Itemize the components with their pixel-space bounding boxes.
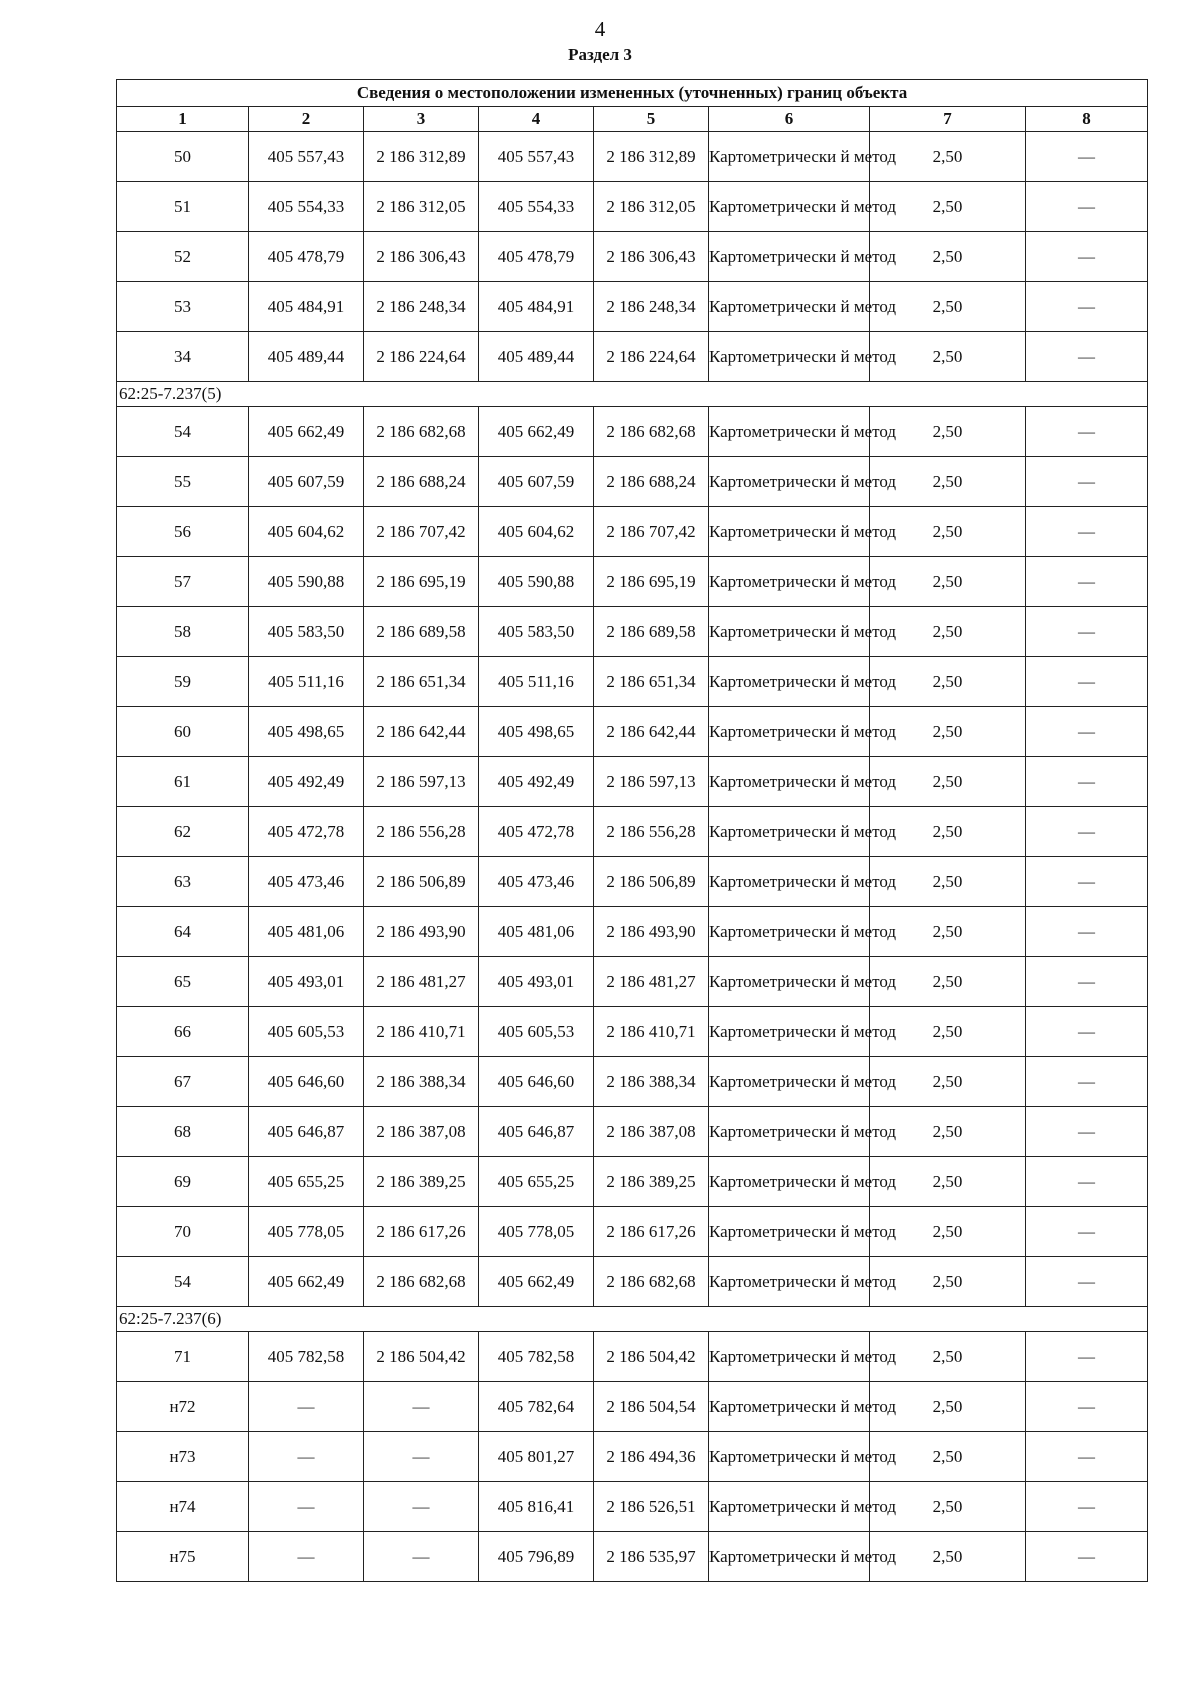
cell-col-3: — bbox=[364, 1482, 479, 1532]
cell-col-8: — bbox=[1026, 557, 1148, 607]
cell-col-2: 405 478,79 bbox=[249, 232, 364, 282]
group-label: 62:25-7.237(5) bbox=[117, 382, 1148, 407]
cell-col-4: 405 473,46 bbox=[479, 857, 594, 907]
column-header: 6 bbox=[709, 107, 870, 132]
table-row bbox=[117, 957, 1148, 1007]
cell-col-4: 405 493,01 bbox=[479, 957, 594, 1007]
table-row bbox=[117, 1007, 1148, 1057]
cell-col-1: н74 bbox=[117, 1482, 249, 1532]
cell-col-4: 405 492,49 bbox=[479, 757, 594, 807]
cell-col-1: 50 bbox=[117, 132, 249, 182]
table-row bbox=[117, 707, 1148, 757]
cell-col-4: 405 481,06 bbox=[479, 907, 594, 957]
cell-col-4: 405 478,79 bbox=[479, 232, 594, 282]
cell-col-2: 405 605,53 bbox=[249, 1007, 364, 1057]
table-row bbox=[117, 1107, 1148, 1157]
cell-col-8: — bbox=[1026, 332, 1148, 382]
cell-col-8: — bbox=[1026, 232, 1148, 282]
cell-col-8: — bbox=[1026, 657, 1148, 707]
cell-col-2: — bbox=[249, 1532, 364, 1582]
cell-col-7: 2,50 bbox=[870, 957, 1026, 1007]
cell-col-4: 405 607,59 bbox=[479, 457, 594, 507]
table-row bbox=[117, 1532, 1148, 1582]
cell-col-5: 2 186 504,42 bbox=[594, 1332, 709, 1382]
cell-col-7: 2,50 bbox=[870, 657, 1026, 707]
cell-col-8: — bbox=[1026, 457, 1148, 507]
cell-col-3: — bbox=[364, 1532, 479, 1582]
cell-col-7: 2,50 bbox=[870, 1157, 1026, 1207]
cell-col-2: 405 604,62 bbox=[249, 507, 364, 557]
cell-col-5: 2 186 707,42 bbox=[594, 507, 709, 557]
cell-col-3: 2 186 642,44 bbox=[364, 707, 479, 757]
cell-col-7: 2,50 bbox=[870, 757, 1026, 807]
cell-col-4: 405 662,49 bbox=[479, 1257, 594, 1307]
column-header: 8 bbox=[1026, 107, 1148, 132]
column-header: 3 bbox=[364, 107, 479, 132]
cell-col-7: 2,50 bbox=[870, 857, 1026, 907]
cell-col-7: 2,50 bbox=[870, 1257, 1026, 1307]
cell-col-3: 2 186 306,43 bbox=[364, 232, 479, 282]
cell-col-2: 405 583,50 bbox=[249, 607, 364, 657]
group-label: 62:25-7.237(6) bbox=[117, 1307, 1148, 1332]
cell-col-6: Картометрически й метод bbox=[709, 182, 870, 232]
cell-col-8: — bbox=[1026, 1157, 1148, 1207]
cell-col-5: 2 186 306,43 bbox=[594, 232, 709, 282]
cell-col-6: Картометрически й метод bbox=[709, 232, 870, 282]
cell-col-2: 405 472,78 bbox=[249, 807, 364, 857]
cell-col-5: 2 186 556,28 bbox=[594, 807, 709, 857]
cell-col-2: 405 554,33 bbox=[249, 182, 364, 232]
cell-col-6: Картометрически й метод bbox=[709, 1332, 870, 1382]
group-row bbox=[117, 1307, 1148, 1332]
table-row bbox=[117, 1207, 1148, 1257]
table-row bbox=[117, 457, 1148, 507]
cell-col-6: Картометрически й метод bbox=[709, 657, 870, 707]
cell-col-1: 67 bbox=[117, 1057, 249, 1107]
cell-col-8: — bbox=[1026, 1207, 1148, 1257]
cell-col-8: — bbox=[1026, 1257, 1148, 1307]
cell-col-6: Картометрически й метод bbox=[709, 1532, 870, 1582]
cell-col-6: Картометрически й метод bbox=[709, 807, 870, 857]
cell-col-8: — bbox=[1026, 757, 1148, 807]
cell-col-5: 2 186 617,26 bbox=[594, 1207, 709, 1257]
cell-col-1: 63 bbox=[117, 857, 249, 907]
cell-col-2: 405 498,65 bbox=[249, 707, 364, 757]
cell-col-5: 2 186 642,44 bbox=[594, 707, 709, 757]
cell-col-5: 2 186 535,97 bbox=[594, 1532, 709, 1582]
table-row bbox=[117, 857, 1148, 907]
cell-col-4: 405 646,60 bbox=[479, 1057, 594, 1107]
cell-col-7: 2,50 bbox=[870, 707, 1026, 757]
cell-col-7: 2,50 bbox=[870, 457, 1026, 507]
cell-col-1: 60 bbox=[117, 707, 249, 757]
cell-col-4: 405 782,58 bbox=[479, 1332, 594, 1382]
cell-col-3: 2 186 707,42 bbox=[364, 507, 479, 557]
cell-col-3: 2 186 695,19 bbox=[364, 557, 479, 607]
cell-col-1: 68 bbox=[117, 1107, 249, 1157]
cell-col-1: 52 bbox=[117, 232, 249, 282]
cell-col-5: 2 186 224,64 bbox=[594, 332, 709, 382]
cell-col-7: 2,50 bbox=[870, 607, 1026, 657]
cell-col-6: Картометрически й метод bbox=[709, 507, 870, 557]
cell-col-1: 58 bbox=[117, 607, 249, 657]
cell-col-6: Картометрически й метод bbox=[709, 1107, 870, 1157]
cell-col-2: 405 489,44 bbox=[249, 332, 364, 382]
cell-col-4: 405 554,33 bbox=[479, 182, 594, 232]
cell-col-1: н73 bbox=[117, 1432, 249, 1482]
cell-col-4: 405 590,88 bbox=[479, 557, 594, 607]
cell-col-3: 2 186 312,89 bbox=[364, 132, 479, 182]
cell-col-5: 2 186 481,27 bbox=[594, 957, 709, 1007]
cell-col-8: — bbox=[1026, 132, 1148, 182]
cell-col-6: Картометрически й метод bbox=[709, 1207, 870, 1257]
cell-col-3: 2 186 493,90 bbox=[364, 907, 479, 957]
cell-col-1: 54 bbox=[117, 1257, 249, 1307]
cell-col-8: — bbox=[1026, 407, 1148, 457]
table-row bbox=[117, 1482, 1148, 1532]
cell-col-3: 2 186 682,68 bbox=[364, 407, 479, 457]
cell-col-7: 2,50 bbox=[870, 907, 1026, 957]
cell-col-2: 405 493,01 bbox=[249, 957, 364, 1007]
cell-col-2: 405 557,43 bbox=[249, 132, 364, 182]
table-row bbox=[117, 1332, 1148, 1382]
cell-col-7: 2,50 bbox=[870, 507, 1026, 557]
cell-col-8: — bbox=[1026, 1332, 1148, 1382]
cell-col-3: 2 186 689,58 bbox=[364, 607, 479, 657]
cell-col-1: 53 bbox=[117, 282, 249, 332]
cell-col-3: 2 186 651,34 bbox=[364, 657, 479, 707]
cell-col-1: 66 bbox=[117, 1007, 249, 1057]
cell-col-1: 69 bbox=[117, 1157, 249, 1207]
cell-col-3: 2 186 387,08 bbox=[364, 1107, 479, 1157]
page-number: 4 bbox=[594, 17, 606, 41]
cell-col-4: 405 489,44 bbox=[479, 332, 594, 382]
cell-col-5: 2 186 387,08 bbox=[594, 1107, 709, 1157]
table-row bbox=[117, 1257, 1148, 1307]
cell-col-4: 405 511,16 bbox=[479, 657, 594, 707]
cell-col-2: 405 473,46 bbox=[249, 857, 364, 907]
cell-col-6: Картометрически й метод bbox=[709, 607, 870, 657]
cell-col-8: — bbox=[1026, 1107, 1148, 1157]
cell-col-5: 2 186 312,05 bbox=[594, 182, 709, 232]
group-row bbox=[117, 382, 1148, 407]
cell-col-6: Картометрически й метод bbox=[709, 332, 870, 382]
cell-col-7: 2,50 bbox=[870, 407, 1026, 457]
cell-col-6: Картометрически й метод bbox=[709, 1257, 870, 1307]
cell-col-6: Картометрически й метод bbox=[709, 1432, 870, 1482]
cell-col-3: 2 186 410,71 bbox=[364, 1007, 479, 1057]
cell-col-8: — bbox=[1026, 707, 1148, 757]
cell-col-7: 2,50 bbox=[870, 1482, 1026, 1532]
cell-col-3: — bbox=[364, 1432, 479, 1482]
cell-col-2: 405 484,91 bbox=[249, 282, 364, 332]
cell-col-2: 405 778,05 bbox=[249, 1207, 364, 1257]
cell-col-1: 51 bbox=[117, 182, 249, 232]
cell-col-4: 405 796,89 bbox=[479, 1532, 594, 1582]
cell-col-5: 2 186 493,90 bbox=[594, 907, 709, 957]
table-row bbox=[117, 232, 1148, 282]
cell-col-2: — bbox=[249, 1432, 364, 1482]
cell-col-2: 405 646,87 bbox=[249, 1107, 364, 1157]
cell-col-8: — bbox=[1026, 957, 1148, 1007]
table-row bbox=[117, 132, 1148, 182]
cell-col-5: 2 186 682,68 bbox=[594, 407, 709, 457]
cell-col-8: — bbox=[1026, 607, 1148, 657]
cell-col-5: 2 186 689,58 bbox=[594, 607, 709, 657]
cell-col-1: 64 bbox=[117, 907, 249, 957]
cell-col-5: 2 186 312,89 bbox=[594, 132, 709, 182]
table-row bbox=[117, 332, 1148, 382]
table-row bbox=[117, 657, 1148, 707]
cell-col-2: 405 590,88 bbox=[249, 557, 364, 607]
cell-col-2: 405 646,60 bbox=[249, 1057, 364, 1107]
cell-col-6: Картометрически й метод bbox=[709, 1157, 870, 1207]
cell-col-2: 405 655,25 bbox=[249, 1157, 364, 1207]
table-row bbox=[117, 807, 1148, 857]
cell-col-6: Картометрически й метод bbox=[709, 1007, 870, 1057]
cell-col-7: 2,50 bbox=[870, 232, 1026, 282]
cell-col-8: — bbox=[1026, 1382, 1148, 1432]
cell-col-2: — bbox=[249, 1482, 364, 1532]
cell-col-7: 2,50 bbox=[870, 1207, 1026, 1257]
cell-col-4: 405 498,65 bbox=[479, 707, 594, 757]
cell-col-8: — bbox=[1026, 1057, 1148, 1107]
cell-col-1: 71 bbox=[117, 1332, 249, 1382]
cell-col-6: Картометрически й метод bbox=[709, 1382, 870, 1432]
cell-col-1: н75 bbox=[117, 1532, 249, 1582]
cell-col-2: 405 492,49 bbox=[249, 757, 364, 807]
cell-col-4: 405 662,49 bbox=[479, 407, 594, 457]
column-header: 4 bbox=[479, 107, 594, 132]
cell-col-1: 70 bbox=[117, 1207, 249, 1257]
cell-col-3: 2 186 481,27 bbox=[364, 957, 479, 1007]
cell-col-3: 2 186 388,34 bbox=[364, 1057, 479, 1107]
table-row bbox=[117, 907, 1148, 957]
cell-col-3: 2 186 682,68 bbox=[364, 1257, 479, 1307]
cell-col-3: 2 186 312,05 bbox=[364, 182, 479, 232]
table-body bbox=[117, 132, 1148, 1582]
cell-col-3: 2 186 389,25 bbox=[364, 1157, 479, 1207]
cell-col-5: 2 186 695,19 bbox=[594, 557, 709, 607]
cell-col-5: 2 186 688,24 bbox=[594, 457, 709, 507]
cell-col-6: Картометрически й метод bbox=[709, 1057, 870, 1107]
cell-col-3: 2 186 224,64 bbox=[364, 332, 479, 382]
cell-col-5: 2 186 494,36 bbox=[594, 1432, 709, 1482]
cell-col-3: 2 186 556,28 bbox=[364, 807, 479, 857]
cell-col-1: 59 bbox=[117, 657, 249, 707]
table-row bbox=[117, 282, 1148, 332]
cell-col-5: 2 186 410,71 bbox=[594, 1007, 709, 1057]
cell-col-8: — bbox=[1026, 1007, 1148, 1057]
cell-col-7: 2,50 bbox=[870, 1057, 1026, 1107]
cell-col-1: 57 bbox=[117, 557, 249, 607]
cell-col-7: 2,50 bbox=[870, 132, 1026, 182]
cell-col-6: Картометрически й метод bbox=[709, 907, 870, 957]
cell-col-4: 405 472,78 bbox=[479, 807, 594, 857]
cell-col-3: 2 186 617,26 bbox=[364, 1207, 479, 1257]
cell-col-6: Картометрически й метод bbox=[709, 757, 870, 807]
cell-col-2: 405 782,58 bbox=[249, 1332, 364, 1382]
section-title: Раздел 3 bbox=[568, 45, 632, 64]
cell-col-4: 405 484,91 bbox=[479, 282, 594, 332]
cell-col-4: 405 782,64 bbox=[479, 1382, 594, 1432]
table-row bbox=[117, 182, 1148, 232]
cell-col-2: 405 511,16 bbox=[249, 657, 364, 707]
cell-col-6: Картометрически й метод bbox=[709, 857, 870, 907]
cell-col-4: 405 557,43 bbox=[479, 132, 594, 182]
cell-col-2: — bbox=[249, 1382, 364, 1432]
cell-col-1: 61 bbox=[117, 757, 249, 807]
cell-col-7: 2,50 bbox=[870, 1007, 1026, 1057]
cell-col-1: 54 bbox=[117, 407, 249, 457]
cell-col-6: Картометрически й метод bbox=[709, 457, 870, 507]
cell-col-4: 405 605,53 bbox=[479, 1007, 594, 1057]
table-row bbox=[117, 557, 1148, 607]
cell-col-7: 2,50 bbox=[870, 182, 1026, 232]
table-row bbox=[117, 1157, 1148, 1207]
column-header: 2 bbox=[249, 107, 364, 132]
cell-col-6: Картометрически й метод bbox=[709, 957, 870, 1007]
cell-col-7: 2,50 bbox=[870, 1107, 1026, 1157]
cell-col-6: Картометрически й метод bbox=[709, 132, 870, 182]
cell-col-4: 405 816,41 bbox=[479, 1482, 594, 1532]
cell-col-4: 405 801,27 bbox=[479, 1432, 594, 1482]
boundary-coordinates-table bbox=[116, 79, 1148, 1582]
cell-col-6: Картометрически й метод bbox=[709, 282, 870, 332]
cell-col-6: Картометрически й метод bbox=[709, 407, 870, 457]
cell-col-5: 2 186 597,13 bbox=[594, 757, 709, 807]
cell-col-7: 2,50 bbox=[870, 557, 1026, 607]
table-row bbox=[117, 607, 1148, 657]
cell-col-5: 2 186 506,89 bbox=[594, 857, 709, 907]
cell-col-7: 2,50 bbox=[870, 1382, 1026, 1432]
column-header-row bbox=[117, 107, 1148, 132]
cell-col-7: 2,50 bbox=[870, 1332, 1026, 1382]
cell-col-7: 2,50 bbox=[870, 1432, 1026, 1482]
cell-col-2: 405 662,49 bbox=[249, 1257, 364, 1307]
cell-col-3: — bbox=[364, 1382, 479, 1432]
cell-col-4: 405 778,05 bbox=[479, 1207, 594, 1257]
column-header: 7 bbox=[870, 107, 1026, 132]
cell-col-5: 2 186 651,34 bbox=[594, 657, 709, 707]
table-caption: Сведения о местоположении измененных (уточненных) границ объекта bbox=[117, 80, 1148, 107]
cell-col-8: — bbox=[1026, 857, 1148, 907]
cell-col-8: — bbox=[1026, 1532, 1148, 1582]
cell-col-2: 405 662,49 bbox=[249, 407, 364, 457]
table-row bbox=[117, 407, 1148, 457]
cell-col-3: 2 186 504,42 bbox=[364, 1332, 479, 1382]
cell-col-1: 55 bbox=[117, 457, 249, 507]
cell-col-1: 56 bbox=[117, 507, 249, 557]
table-row bbox=[117, 757, 1148, 807]
cell-col-2: 405 607,59 bbox=[249, 457, 364, 507]
cell-col-5: 2 186 682,68 bbox=[594, 1257, 709, 1307]
cell-col-7: 2,50 bbox=[870, 282, 1026, 332]
cell-col-1: н72 bbox=[117, 1382, 249, 1432]
table-row bbox=[117, 1382, 1148, 1432]
table-row bbox=[117, 507, 1148, 557]
column-header: 1 bbox=[117, 107, 249, 132]
column-header: 5 bbox=[594, 107, 709, 132]
cell-col-7: 2,50 bbox=[870, 807, 1026, 857]
cell-col-4: 405 655,25 bbox=[479, 1157, 594, 1207]
cell-col-8: — bbox=[1026, 807, 1148, 857]
cell-col-6: Картометрически й метод bbox=[709, 1482, 870, 1532]
cell-col-8: — bbox=[1026, 282, 1148, 332]
cell-col-8: — bbox=[1026, 507, 1148, 557]
table-row bbox=[117, 1432, 1148, 1482]
cell-col-3: 2 186 506,89 bbox=[364, 857, 479, 907]
cell-col-5: 2 186 504,54 bbox=[594, 1382, 709, 1432]
cell-col-8: — bbox=[1026, 907, 1148, 957]
cell-col-4: 405 646,87 bbox=[479, 1107, 594, 1157]
cell-col-8: — bbox=[1026, 1432, 1148, 1482]
cell-col-6: Картометрически й метод bbox=[709, 557, 870, 607]
cell-col-3: 2 186 597,13 bbox=[364, 757, 479, 807]
table-caption-row bbox=[117, 80, 1148, 107]
cell-col-5: 2 186 389,25 bbox=[594, 1157, 709, 1207]
cell-col-5: 2 186 388,34 bbox=[594, 1057, 709, 1107]
cell-col-7: 2,50 bbox=[870, 332, 1026, 382]
cell-col-3: 2 186 688,24 bbox=[364, 457, 479, 507]
cell-col-8: — bbox=[1026, 1482, 1148, 1532]
cell-col-7: 2,50 bbox=[870, 1532, 1026, 1582]
cell-col-1: 34 bbox=[117, 332, 249, 382]
cell-col-5: 2 186 526,51 bbox=[594, 1482, 709, 1532]
cell-col-3: 2 186 248,34 bbox=[364, 282, 479, 332]
cell-col-2: 405 481,06 bbox=[249, 907, 364, 957]
cell-col-4: 405 604,62 bbox=[479, 507, 594, 557]
cell-col-1: 65 bbox=[117, 957, 249, 1007]
cell-col-8: — bbox=[1026, 182, 1148, 232]
cell-col-6: Картометрически й метод bbox=[709, 707, 870, 757]
cell-col-5: 2 186 248,34 bbox=[594, 282, 709, 332]
cell-col-1: 62 bbox=[117, 807, 249, 857]
cell-col-4: 405 583,50 bbox=[479, 607, 594, 657]
table-row bbox=[117, 1057, 1148, 1107]
